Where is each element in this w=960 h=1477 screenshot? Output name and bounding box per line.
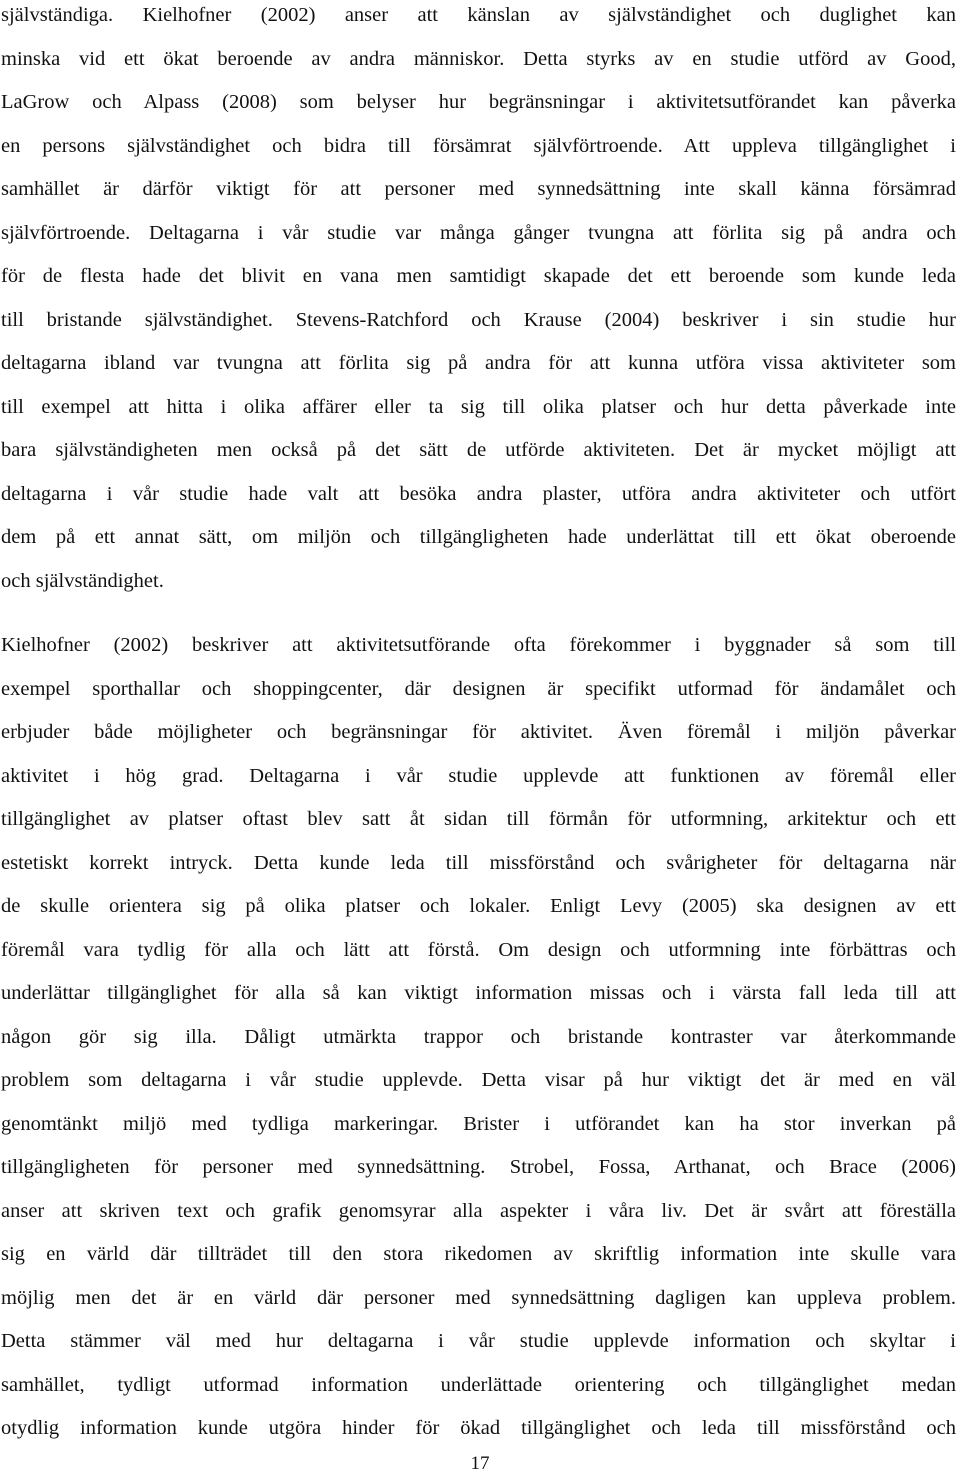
paragraph-line: självförtroende. Deltagarna i vår studie var många gånger tvungna att förlita sig på andra och xyxy=(1,221,956,244)
paragraph-line: samhället, tydligt utformad information underlättade orientering och tillgänglighet medan xyxy=(1,1373,956,1396)
paragraph-line: tillgänglighet av platser oftast blev satt åt sidan till förmån för utformning, arkitektur och ett xyxy=(1,808,956,830)
paragraph-line: en persons självständighet och bidra till försämrat självförtroende. Att uppleva tillgänglighet i xyxy=(1,134,956,157)
paragraph-line: Detta stämmer väl med hur deltagarna i vår studie upplevde information och skyltar i xyxy=(1,1330,956,1352)
paragraph-line: anser att skriven text och grafik genomsyrar alla aspekter i våra liv. Det är svårt att föreställa xyxy=(1,1199,956,1222)
paragraph-line: aktivitet i hög grad. Deltagarna i vår studie upplevde att funktionen av föremål eller xyxy=(1,764,956,787)
paragraph-line: någon gör sig illa. Dåligt utmärkta trappor och bristande kontraster var återkommande xyxy=(1,1025,956,1048)
paragraph-line: möjlig men det är en värld där personer med synnedsättning dagligen kan uppleva problem. xyxy=(1,1286,956,1309)
paragraph-line: självständiga. Kielhofner (2002) anser att känslan av självständighet och duglighet kan xyxy=(1,4,956,26)
paragraph-line: och självständighet. xyxy=(1,569,164,592)
paragraph-line: samhället är därför viktigt för att personer med synnedsättning inte skall känna försämrad xyxy=(1,178,956,200)
paragraph-line: Kielhofner (2002) beskriver att aktivitetsutförande ofta förekommer i byggnader så som till xyxy=(1,634,956,656)
paragraph-line: till exempel att hitta i olika affärer eller ta sig till olika platser och hur detta påverkade inte xyxy=(1,395,956,418)
paragraph-line: för de flesta hade det blivit en vana men samtidigt skapade det ett beroende som kunde leda xyxy=(1,265,956,287)
page-number: 17 xyxy=(470,1453,490,1474)
paragraph-line: föremål vara tydlig för alla och lätt att förstå. Om design och utformning inte förbättras och xyxy=(1,938,956,961)
paragraph-line: minska vid ett ökat beroende av andra människor. Detta styrks av en studie utförd av Good, xyxy=(1,47,956,70)
paragraph-line: de skulle orientera sig på olika platser och lokaler. Enligt Levy (2005) ska designen av ett xyxy=(1,895,956,917)
paragraph-line: deltagarna i vår studie hade valt att besöka andra plaster, utföra andra aktiviteter och utfört xyxy=(1,482,956,505)
paragraph-line: bara självständigheten men också på det sätt de utförde aktiviteten. Det är mycket möjligt att xyxy=(1,439,956,461)
paragraph-line: tillgängligheten för personer med synnedsättning. Strobel, Fossa, Arthanat, och Brace (2006) xyxy=(1,1156,956,1178)
paragraph-line: underlättar tillgänglighet för alla så kan viktigt information missas och i värsta fall leda till att xyxy=(1,982,956,1004)
paragraph-line: exempel sporthallar och shoppingcenter, där designen är specifikt utformad för ändamålet och xyxy=(1,677,956,700)
paragraph-line: sig en värld där tillträdet till den stora rikedomen av skriftlig information inte skulle vara xyxy=(1,1243,956,1265)
paragraph-line: genomtänkt miljö med tydliga markeringar. Brister i utförandet kan ha stor inverkan på xyxy=(1,1112,956,1135)
paragraph-line: deltagarna ibland var tvungna att förlita sig på andra för att kunna utföra vissa aktiviteter som xyxy=(1,352,956,374)
paragraph-line: dem på ett annat sätt, om miljön och tillgängligheten hade underlättat till ett ökat oberoende xyxy=(1,526,956,548)
paragraph-line: till bristande självständighet. Stevens-Ratchford och Krause (2004) beskriver i sin studie hur xyxy=(1,308,956,331)
paragraph-line: problem som deltagarna i vår studie upplevde. Detta visar på hur viktigt det är med en väl xyxy=(1,1069,956,1091)
paragraph-line: erbjuder både möjligheter och begränsningar för aktivitet. Även föremål i miljön påverkar xyxy=(1,721,956,743)
paragraph-line: estetiskt korrekt intryck. Detta kunde leda till missförstånd och svårigheter för deltagarna när xyxy=(1,851,956,874)
paragraph-line: otydlig information kunde utgöra hinder för ökad tillgänglighet och leda till missförstånd och xyxy=(1,1417,956,1439)
paragraph-line: LaGrow och Alpass (2008) som belyser hur begränsningar i aktivitetsutförandet kan påverka xyxy=(1,91,956,113)
